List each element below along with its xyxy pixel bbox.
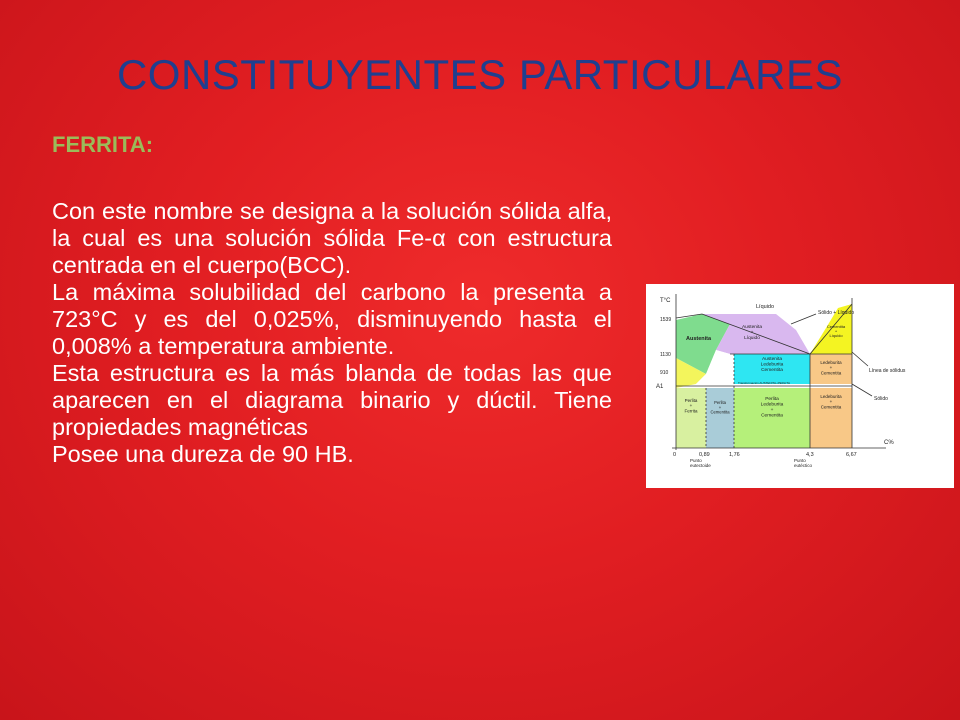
y-tick-1539: 1539: [660, 317, 672, 323]
solidus-pointer: [852, 352, 868, 366]
section-heading: FERRITA:: [52, 132, 154, 157]
paragraph-hardness: Posee una dureza de 90 HB.: [52, 441, 354, 467]
x-tick-43: 4,3: [806, 452, 814, 458]
solido-pointer: [852, 384, 872, 396]
region-perlita-cementita-fill: [706, 388, 734, 448]
label-linea-solidus: Línea de sólidus: [869, 368, 906, 374]
x-tick-089: 0,89: [699, 452, 710, 458]
iron-carbon-phase-diagram: [646, 284, 954, 488]
y-axis-label: T°C: [660, 298, 671, 304]
x-axis-label: C%: [884, 440, 894, 446]
label-austenita: Austenita: [686, 336, 712, 342]
a1-label: A1: [656, 384, 664, 390]
label-perlita-cementita: Perlita + Cementita: [710, 400, 730, 415]
x-tick-667: 6,67: [846, 452, 857, 458]
label-solido: Sólido: [874, 396, 888, 402]
paragraph-definition: Con este nombre se designa a la solución sólida alfa, la cual es una solución sólida Fe-α con estructura centrada en el cuerpo(BCC).: [52, 198, 612, 278]
body-text: [52, 198, 612, 468]
label-ledeburita-cementita-2: Ledeburita + Cementita: [820, 394, 842, 410]
punto-eutectico-label: Punto eutéctico: [794, 458, 813, 469]
label-liquido: Líquido: [756, 304, 775, 310]
label-perlita-ferrita: Perlita + Ferrita: [684, 398, 698, 414]
region-perlita-ferrita-fill: [676, 388, 706, 448]
label-austenita-liquido: Austenita + Líquido: [741, 325, 763, 342]
paragraph-solubility: La máxima solubilidad del carbono la presenta a 723°C y es del 0,025%, disminuyendo hasta el 0,008% a temperatura ambiente.: [52, 279, 612, 359]
x-tick-176: 1,76: [729, 452, 740, 458]
label-solido-liquido: Sólido + Líquido: [818, 310, 855, 316]
x-tick-0: 0: [673, 452, 677, 458]
label-ledeburita-cementita: Ledeburita + Cementita: [820, 360, 842, 376]
paragraph-properties: Esta estructura es la más blanda de todas las que aparecen en el diagrama binario y dúctil. Tiene propiedades magnéticas: [52, 360, 612, 440]
label-austenita-ledeburita: Austenita Ledeburita Cementita: [760, 357, 784, 374]
punto-eutectoide-label: Punto eutectoide: [690, 458, 711, 469]
label-cementita-liquido: Cementita + Líquido: [826, 324, 846, 339]
label-perlita-ledeburita: Perlita Ledeburita + Cementita: [760, 397, 784, 419]
y-tick-1130: 1130: [660, 352, 671, 358]
liquido-pointer: [791, 314, 816, 324]
y-tick-910: 910: [660, 370, 669, 376]
label-transformacion: Transformación AUSTENITA–PERLITA: [738, 381, 790, 385]
slide-title: CONSTITUYENTES PARTICULARES: [116, 51, 844, 98]
